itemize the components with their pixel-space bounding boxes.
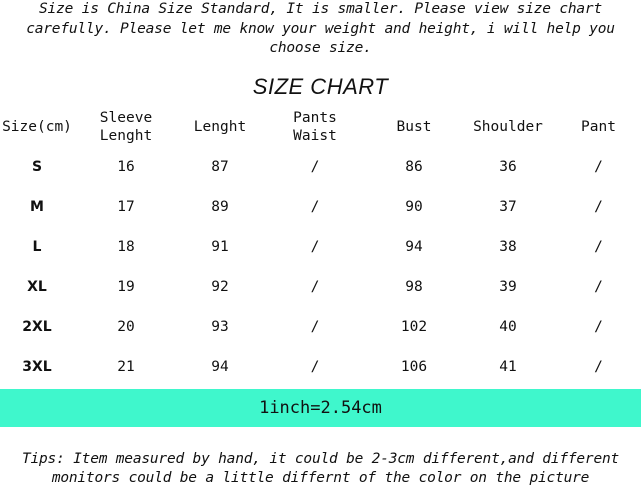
size-label: S (31, 159, 43, 175)
inch-conversion-text: 1inch=2.54cm (259, 398, 382, 418)
shoulder-value: 38 (499, 239, 517, 255)
length-value: 92 (211, 279, 229, 295)
shoulder-value: 40 (499, 319, 517, 335)
sleeve-length-value: 16 (117, 159, 135, 175)
tips-line-1: Tips: Item measured by hand, it could be 2-3cm different,and different (21, 451, 620, 467)
sleeve-length-value: 19 (117, 279, 135, 295)
size-notice-line-1: Size is China Size Standard, It is smaller. Please view size chart (39, 1, 602, 17)
pants-waist-value: / (310, 319, 320, 335)
shoulder-value: 39 (499, 279, 517, 295)
length-value: 93 (211, 319, 229, 335)
header-shoulder: Shoulder (473, 119, 543, 135)
table-row (0, 187, 641, 227)
inch-conversion-banner (0, 389, 641, 427)
tips-line-2: monitors could be a little differnt of the color on the picture (51, 470, 590, 486)
table-header-row (0, 107, 641, 147)
pants-waist-value: / (310, 279, 320, 295)
bust-value: 98 (405, 279, 423, 295)
sleeve-length-value: 21 (117, 359, 135, 375)
bust-value: 102 (400, 319, 428, 335)
header-length: Lenght (193, 119, 247, 135)
header-size: Size(cm) (2, 119, 72, 135)
size-label: 3XL (22, 359, 52, 375)
size-notice-line-2: carefully. Please let me know your weight and height, i will help you (26, 20, 615, 37)
pant-value: / (594, 159, 603, 175)
table-row (0, 227, 641, 267)
pant-value: / (594, 239, 603, 255)
size-notice (0, 0, 641, 59)
pant-value: / (594, 359, 603, 375)
size-notice-line-3: choose size. (269, 40, 372, 56)
pants-waist-value: / (310, 199, 320, 215)
header-sleeve-length: Sleeve Lenght (99, 110, 153, 144)
length-value: 89 (211, 199, 229, 215)
bust-value: 94 (405, 239, 423, 255)
pant-value: / (594, 199, 603, 215)
sleeve-length-value: 17 (117, 199, 135, 215)
length-value: 87 (211, 159, 229, 175)
header-bust: Bust (396, 119, 432, 135)
pants-waist-value: / (310, 159, 320, 175)
pants-waist-value: / (310, 359, 320, 375)
pant-value: / (594, 319, 603, 335)
table-row (0, 307, 641, 347)
size-label: L (32, 239, 42, 255)
header-pants-waist: Pants Waist (293, 110, 337, 144)
size-chart-title: SIZE CHART (252, 74, 389, 99)
size-label: XL (27, 279, 47, 295)
sleeve-length-value: 18 (117, 239, 135, 255)
pant-value: / (594, 279, 603, 295)
size-label: M (30, 199, 44, 215)
length-value: 91 (211, 239, 229, 255)
shoulder-value: 36 (499, 159, 517, 175)
table-row (0, 267, 641, 307)
bust-value: 90 (405, 199, 423, 215)
table-row (0, 347, 641, 387)
size-label: 2XL (22, 319, 52, 335)
pants-waist-value: / (310, 239, 320, 255)
header-pant: Pant (581, 119, 616, 135)
shoulder-value: 37 (499, 199, 517, 215)
bust-value: 106 (400, 359, 428, 375)
bust-value: 86 (405, 159, 423, 175)
table-row (0, 147, 641, 187)
sleeve-length-value: 20 (117, 319, 135, 335)
size-chart-table (0, 107, 641, 387)
length-value: 94 (211, 359, 229, 375)
shoulder-value: 41 (499, 359, 517, 375)
tips-note (0, 450, 641, 488)
